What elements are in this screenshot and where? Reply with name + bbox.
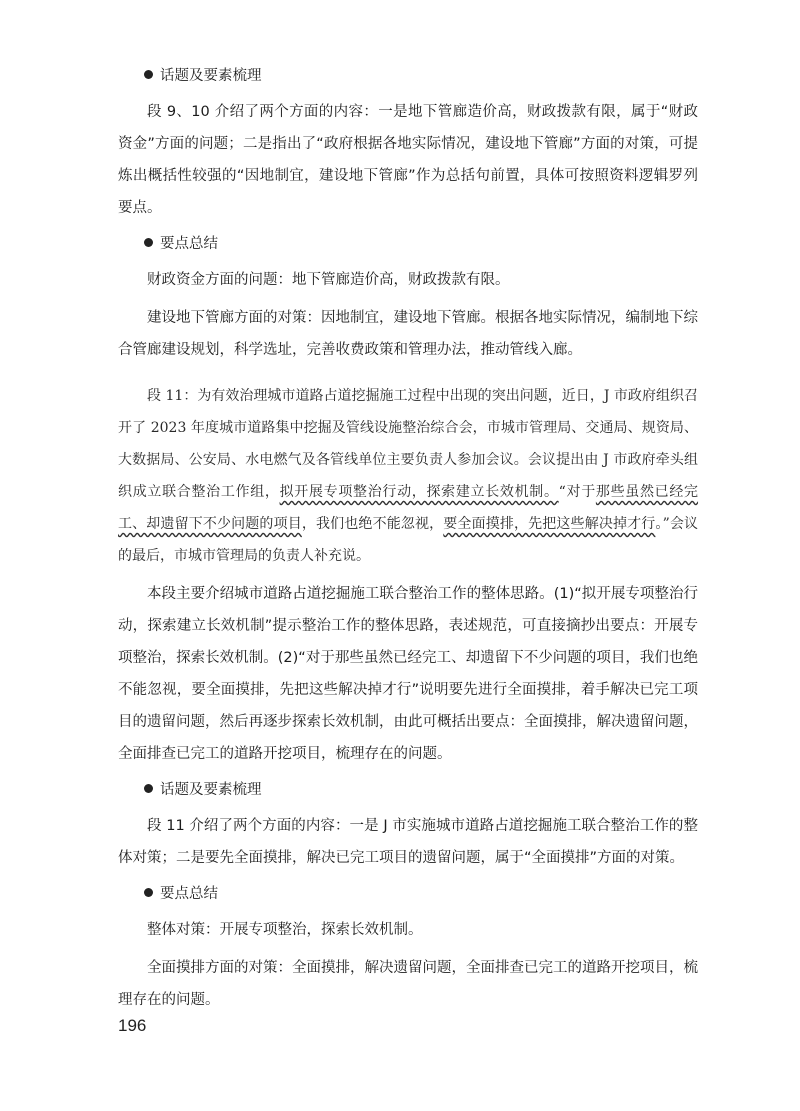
paragraph-summary-3: 整体对策：开展专项整治，探索长效机制。 [147,922,423,938]
section-heading-topic: 话题及要素梳理 [118,776,698,804]
wavy-underline-phrase: 要全面摸排，先把这些解决掉才行 [443,516,656,532]
paragraph-summary-4: 全面摸排方面的对策：全面摸排，解决遗留问题，全面排查已完工的道路开挖项目，梳理存在的问题。 [118,960,698,1008]
paragraph-source-material: 段 11：为有效治理城市道路占道挖掘施工过程中出现的突出问题，近日，J 市政府组织召开了 2023 年度城市道路集中挖掘及管线设施整治综合会，市城市管理局、交通局、规资局、大数据局、公安局、水电燃气及各管线单位主要负责人参加会议。会议提出由 J 市政府牵头组织成立联合整治工作组，拟开展专项整治行动，探索建立长效机制。“对于那些虽然已经完工、却遗留下不少问题的项目，我们也绝不能忽视，要全面摸排，先把这些解决掉才行。”会议的最后，市城市管理局的负责人补充说。 [118,388,699,564]
bullet-icon [144,70,153,79]
page-number: 196 [118,1016,147,1035]
bullet-icon [144,238,153,247]
wavy-underline-phrase: 那些虽然已经完工、却遗留下不少问题的项目 [118,484,699,532]
bullet-icon [144,888,153,897]
section-heading-summary: 要点总结 [118,880,698,908]
paragraph-topic-analysis-1: 段 9、10 介绍了两个方面的内容：一是地下管廊造价高，财政拨款有限，属于“财政资金”方面的问题；二是指出了“政府根据各地实际情况，建设地下管廊”方面的对策，可提炼出概括性较强的“因地制宜，建设地下管廊”作为总括句前置，具体可按照资料逻辑罗列要点。 [118,104,698,216]
paragraph-analysis: 本段主要介绍城市道路占道挖掘施工联合整治工作的整体思路。(1)“拟开展专项整治行动，探索建立长效机制”提示整治工作的整体思路，表述规范，可直接摘抄出要点：开展专项整治，探索长效机制。(2)“对于那些虽然已经完工、却遗留下不少问题的项目，我们也绝不能忽视，要全面摸排，先把这些解决掉才行”说明要先进行全面摸排，着手解决已完工项目的遗留问题，然后再逐步探索长效机制，由此可概括出要点：全面摸排，解决遗留问题，全面排查已完工的道路开挖项目，梳理存在的问题。 [118,586,698,762]
wavy-underline-phrase: 拟开展专项整治行动，探索建立长效机制。 [279,484,559,500]
paragraph-topic-analysis-2: 段 11 介绍了两个方面的内容：一是 J 市实施城市道路占道挖掘施工联合整治工作的整体对策；二是要先全面摸排，解决已完工项目的遗留问题，属于“全面摸排”方面的对策。 [118,818,698,866]
page-body [118,62,698,1022]
bullet-icon [144,784,153,793]
paragraph-summary-1: 财政资金方面的问题：地下管廊造价高，财政拨款有限。 [147,272,510,288]
paragraph-summary-2: 建设地下管廊方面的对策：因地制宜，建设地下管廊。根据各地实际情况，编制地下综合管廊建设规划，科学选址，完善收费政策和管理办法，推动管线入廊。 [118,310,698,358]
section-heading-topic: 话题及要素梳理 [118,62,698,90]
section-heading-summary: 要点总结 [118,230,698,258]
